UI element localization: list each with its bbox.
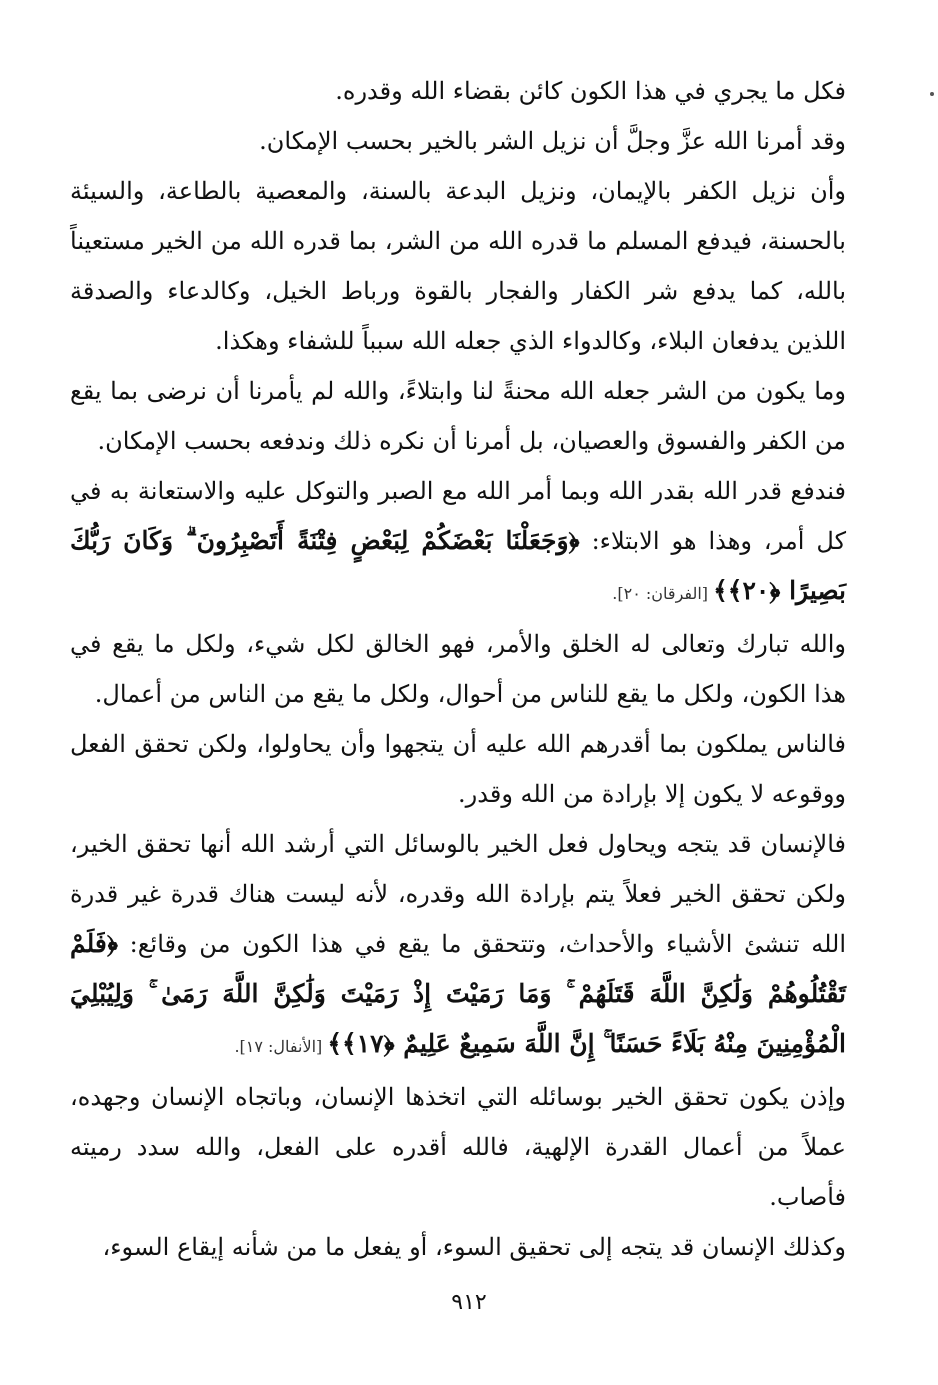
paragraph-10: وكذلك الإنسان قد يتجه إلى تحقيق السوء، أو يفعل ما من شأنه إيقاع السوء،	[102, 1233, 846, 1261]
page-body	[70, 66, 846, 1305]
paragraph-6: والله تبارك وتعالى له الخلق والأمر، فهو الخالق لكل شيء، ولكل ما يقع في هذا الكون، ولكل ما يقع للناس من أحوال، ولكل ما يقع من الناس من أعمال.	[70, 630, 846, 708]
paragraph-3: وأن نزيل الكفر بالإيمان، ونزيل البدعة بالسنة، والمعصية بالطاعة، والسيئة بالحسنة، فيدفع المسلم ما قدره الله من الشر، بما قدره الله من الخير مستعيناً بالله، كما يدفع شر الكفار والفجار بالقوة ورباط الخيل، وكالدعاء والصدقة اللذين يدفعان البلاء، وكالدواء الذي جعله الله سبباً للشفاء وهكذا.	[70, 177, 846, 355]
page-number: ٩١٢	[451, 1290, 487, 1315]
scan-dot	[930, 92, 934, 96]
paragraph-8	[70, 819, 846, 1072]
paragraph-7: فالناس يملكون بما أقدرهم الله عليه أن يتجهوا وأن يحاولوا، ولكن تحقق الفعل ووقوعه لا يكون إلا بإرادة من الله وقدر.	[70, 730, 846, 808]
paragraph-2: وقد أمرنا الله عزَّ وجلَّ أن نزيل الشر بالخير بحسب الإمكان.	[259, 127, 846, 155]
verse-reference-anfal: [الأنفال: ١٧].	[234, 1037, 328, 1056]
paragraph-1: فكل ما يجري في هذا الكون كائن بقضاء الله وقدره.	[335, 77, 846, 105]
paragraph-4: وما يكون من الشر جعله الله محنةً لنا وابتلاءً، والله لم يأمرنا أن نرضى بما يقع من الكفر والفسوق والعصيان، بل أمرنا أن نكره ذلك وندفعه بحسب الإمكان.	[70, 377, 846, 455]
paragraph-5-text: فندفع قدر الله بقدر الله وبما أمر الله مع الصبر والتوكل عليه والاستعانة به في كل أمر، وهذا هو الابتلاء:	[70, 477, 846, 555]
paragraph-8-text: فالإنسان قد يتجه ويحاول فعل الخير بالوسائل التي أرشد الله أنها تحقق الخير، ولكن تحقق الخير فعلاً يتم بإرادة الله وقدره، لأنه ليست هناك قدرة غير قدرة الله تنشئ الأشياء والأحداث، وتتحقق ما يقع في هذا الكون من وقائع:	[70, 830, 846, 958]
quran-verse-anfal: ﴿فَلَمْ تَقْتُلُوهُمْ وَلَٰكِنَّ اللَّهَ قَتَلَهُمْ ۚ وَمَا رَمَيْتَ إِذْ رَمَيْتَ وَلَٰكِنَّ اللَّهَ رَمَىٰ ۚ وَلِيُبْلِيَ الْمُؤْمِنِينَ مِنْهُ بَلَاءً حَسَنًا ۚ إِنَّ اللَّهَ سَمِيعٌ عَلِيمٌ ﴿١٧﴾﴾	[70, 929, 846, 1058]
quran-verse-furqan: ﴿وَجَعَلْنَا بَعْضَكُمْ لِبَعْضٍ فِتْنَةً أَتَصْبِرُونَ ۗ وَكَانَ رَبُّكَ بَصِيرًا ﴿٢٠﴾﴾	[70, 526, 846, 605]
paragraph-5	[70, 466, 846, 619]
verse-reference-furqan: [الفرقان: ٢٠].	[612, 584, 714, 603]
paragraph-9: وإذن يكون تحقق الخير بوسائله التي اتخذها الإنسان، وباتجاه الإنسان وجهده، عملاً من أعمال القدرة الإلهية، فالله أقدره على الفعل، والله سدد رميته فأصاب.	[70, 1083, 846, 1211]
